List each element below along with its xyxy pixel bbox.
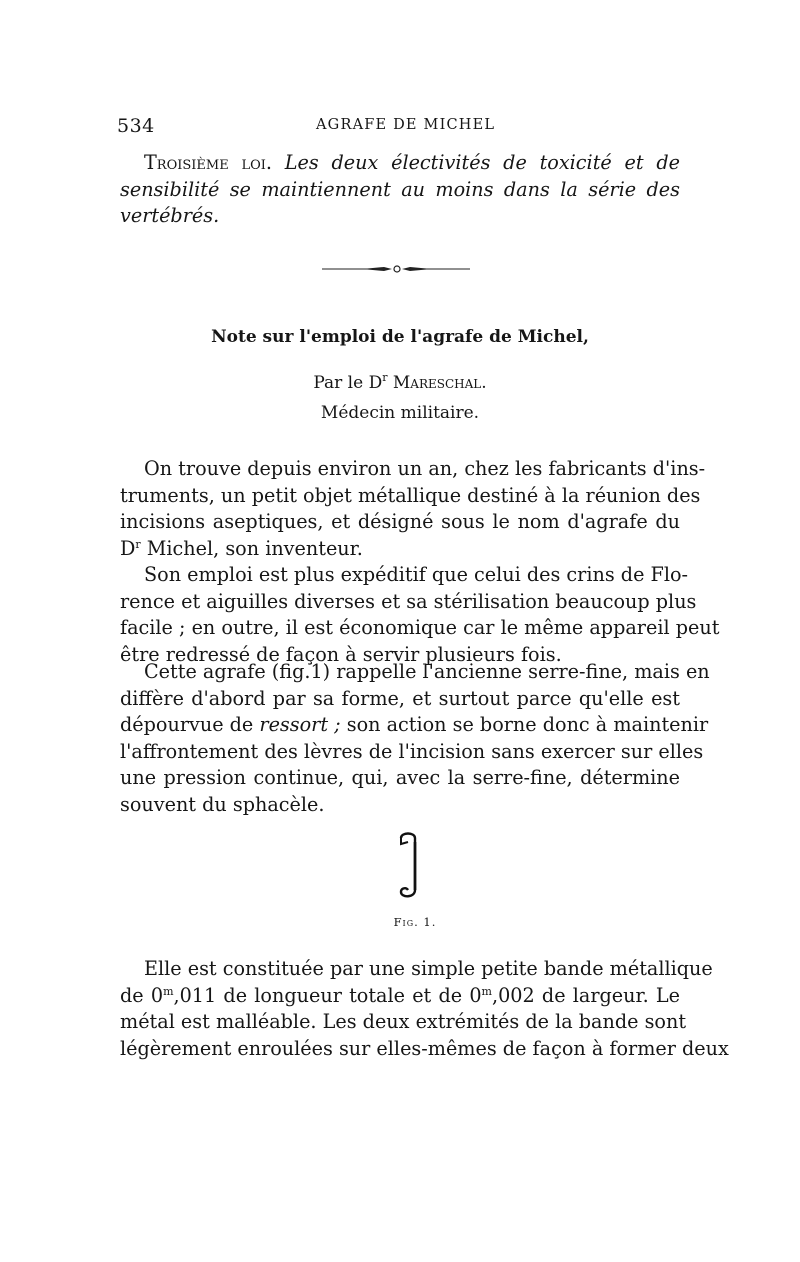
- paragraph-2: [120, 562, 720, 668]
- law-paragraph: [120, 150, 680, 230]
- p4-line: Elle est constituée par une simple petite bande métallique: [144, 957, 713, 980]
- article-author: Par le $D^r$ Mareschal.: [313, 371, 487, 393]
- ornamental-divider: [322, 260, 474, 272]
- figure-caption: Fig. 1.: [393, 915, 437, 929]
- law-line-2: sensibilité se maintiennent au moins dans la série des: [120, 177, 680, 201]
- p2-line: être redressé de façon à servir plusieurs fois.: [120, 642, 562, 666]
- p1-line: truments, un petit objet métallique destiné à la réunion des: [120, 483, 701, 507]
- p1-line: $D^r$ Michel, son inventeur.: [120, 536, 363, 560]
- p3-line: diffère d'abord par sa forme, et surtout parce qu'elle est: [120, 686, 680, 710]
- p3-line: dépourvue de ressort ; son action se borne donc à maintenir: [120, 713, 709, 736]
- p3-line: l'affrontement des lèvres de l'incision sans exercer sur elles: [120, 739, 704, 763]
- law-line-3: vertébrés.: [120, 204, 220, 227]
- p2-line: facile ; en outre, il est économique car le même appareil peut: [120, 616, 720, 639]
- agrafe-clip-icon: [388, 832, 428, 902]
- p4-line: légèrement enroulées sur elles-mêmes de façon à former deux: [120, 1036, 729, 1060]
- page-number: 534: [117, 115, 155, 137]
- p2-line: Son emploi est plus expéditif que celui des crins de Flo-: [144, 563, 689, 586]
- paragraph-1: [120, 456, 706, 562]
- running-title: AGRAFE DE MICHEL: [316, 117, 496, 133]
- p2-line: rence et aiguilles diverses et sa stérilisation beaucoup plus: [120, 589, 697, 613]
- p1-line: incisions aseptiques, et désigné sous le nom d'agrafe du: [120, 510, 680, 533]
- law-line-1: Troisième loi. Les deux électivités de toxicité et de: [144, 151, 680, 174]
- article-author-role: Médecin militaire.: [320, 403, 480, 423]
- paragraph-3: [120, 659, 710, 818]
- article-title: Note sur l'emploi de l'agrafe de Michel,: [211, 327, 589, 347]
- p3-line: souvent du sphacèle.: [120, 792, 325, 816]
- p1-line: On trouve depuis environ un an, chez les fabricants d'ins-: [144, 457, 706, 480]
- p3-line: Cette agrafe (fig.1) rappelle l'ancienne serre-fine, mais en: [144, 660, 710, 683]
- p4-line: métal est malléable. Les deux extrémités de la bande sont: [120, 1010, 687, 1033]
- p4-line: de 0$^m$,011 de longueur totale et de 0$^m$,002 de largeur. Le: [120, 983, 680, 1007]
- p3-line: une pression continue, qui, avec la serre-fine, détermine: [120, 766, 680, 789]
- paragraph-4: [120, 956, 729, 1062]
